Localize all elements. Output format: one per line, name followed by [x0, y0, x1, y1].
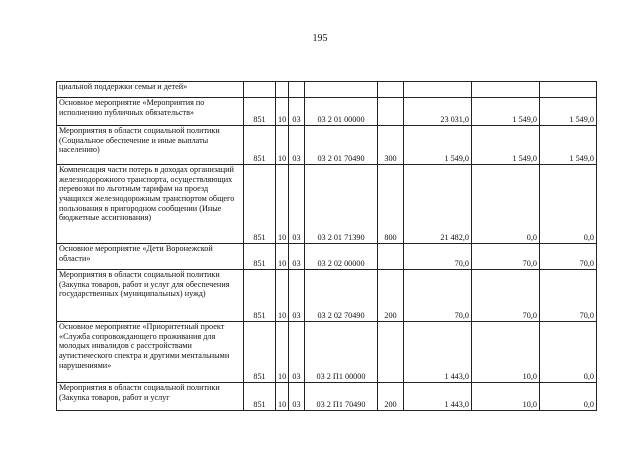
section-cell: 10 — [276, 98, 289, 126]
target-article-cell: 03 2 02 70490 — [305, 270, 378, 322]
row-name: Основное мероприятие «Мероприятия по исполнению публичных обязательств» — [57, 98, 244, 126]
amount-cell: 10,0 — [472, 322, 540, 383]
grbs-cell: 851 — [244, 383, 276, 411]
grbs-cell: 851 — [244, 244, 276, 270]
amount-cell: 1 549,0 — [540, 98, 597, 126]
amount-cell: 1 549,0 — [472, 98, 540, 126]
row-name: Мероприятия в области социальной политики (Закупка товаров, работ и услуг для обеспечения государственных (муниципальных) нужд) — [57, 270, 244, 322]
expense-type-cell: 200 — [378, 270, 404, 322]
expense-type-cell — [378, 82, 404, 98]
amount-cell: 10,0 — [472, 383, 540, 411]
table-row — [57, 322, 597, 383]
row-name: циальной поддержки семьи и детей» — [57, 82, 244, 98]
amount-cell: 0,0 — [540, 322, 597, 383]
grbs-cell: 851 — [244, 322, 276, 383]
amount-cell: 70,0 — [540, 244, 597, 270]
table-row — [57, 270, 597, 322]
subsection-cell: 03 — [289, 126, 305, 165]
amount-cell — [472, 82, 540, 98]
subsection-cell: 03 — [289, 165, 305, 244]
amount-cell: 1 549,0 — [472, 126, 540, 165]
amount-cell — [540, 82, 597, 98]
section-cell: 10 — [276, 383, 289, 411]
amount-cell: 70,0 — [404, 270, 472, 322]
amount-cell: 1 549,0 — [404, 126, 472, 165]
table-row — [57, 383, 597, 411]
amount-cell: 70,0 — [540, 270, 597, 322]
amount-cell: 21 482,0 — [404, 165, 472, 244]
subsection-cell: 03 — [289, 322, 305, 383]
row-name: Основное мероприятие «Приоритетный проект «Служба сопровождающего проживания для молодых инвалидов с расстройствами аутистического спектра и другими ментальными нарушениями» — [57, 322, 244, 383]
amount-cell: 0,0 — [472, 165, 540, 244]
table-row — [57, 98, 597, 126]
amount-cell: 1 549,0 — [540, 126, 597, 165]
table-row — [57, 244, 597, 270]
amount-cell — [404, 82, 472, 98]
row-name: Мероприятия в области социальной политики (Социальное обеспечение и иные выплаты населению) — [57, 126, 244, 165]
page-number: 195 — [312, 33, 328, 44]
target-article-cell — [305, 82, 378, 98]
budget-table — [56, 81, 597, 411]
target-article-cell: 03 2 01 70490 — [305, 126, 378, 165]
expense-type-cell: 800 — [378, 165, 404, 244]
row-name: Компенсация части потерь в доходах организаций железнодорожного транспорта, осуществляющих перевозки по льготным тарифам на проезд учащихся железнодорожным транспортом общего пользования в пригородном сообщении (Иные бюджетные ассигнования) — [57, 165, 244, 244]
section-cell: 10 — [276, 270, 289, 322]
amount-cell: 70,0 — [404, 244, 472, 270]
amount-cell: 70,0 — [472, 270, 540, 322]
amount-cell: 70,0 — [472, 244, 540, 270]
amount-cell: 23 031,0 — [404, 98, 472, 126]
table-row — [57, 126, 597, 165]
subsection-cell: 03 — [289, 98, 305, 126]
expense-type-cell: 300 — [378, 126, 404, 165]
grbs-cell: 851 — [244, 126, 276, 165]
amount-cell: 0,0 — [540, 383, 597, 411]
section-cell: 10 — [276, 165, 289, 244]
grbs-cell: 851 — [244, 165, 276, 244]
subsection-cell: 03 — [289, 244, 305, 270]
target-article-cell: 03 2 П1 70490 — [305, 383, 378, 411]
section-cell: 10 — [276, 244, 289, 270]
section-cell: 10 — [276, 126, 289, 165]
section-cell — [276, 82, 289, 98]
expense-type-cell — [378, 244, 404, 270]
amount-cell: 1 443,0 — [404, 383, 472, 411]
subsection-cell — [289, 82, 305, 98]
row-name: Мероприятия в области социальной политики (Закупка товаров, работ и услуг — [57, 383, 244, 411]
target-article-cell: 03 2 П1 00000 — [305, 322, 378, 383]
row-name: Основное мероприятие «Дети Воронежской области» — [57, 244, 244, 270]
subsection-cell: 03 — [289, 270, 305, 322]
target-article-cell: 03 2 01 71390 — [305, 165, 378, 244]
grbs-cell — [244, 82, 276, 98]
expense-type-cell — [378, 98, 404, 126]
table-row — [57, 165, 597, 244]
amount-cell: 0,0 — [540, 165, 597, 244]
amount-cell: 1 443,0 — [404, 322, 472, 383]
table-row — [57, 82, 597, 98]
grbs-cell: 851 — [244, 270, 276, 322]
grbs-cell: 851 — [244, 98, 276, 126]
target-article-cell: 03 2 02 00000 — [305, 244, 378, 270]
expense-type-cell: 200 — [378, 383, 404, 411]
expense-type-cell — [378, 322, 404, 383]
section-cell: 10 — [276, 322, 289, 383]
target-article-cell: 03 2 01 00000 — [305, 98, 378, 126]
subsection-cell: 03 — [289, 383, 305, 411]
